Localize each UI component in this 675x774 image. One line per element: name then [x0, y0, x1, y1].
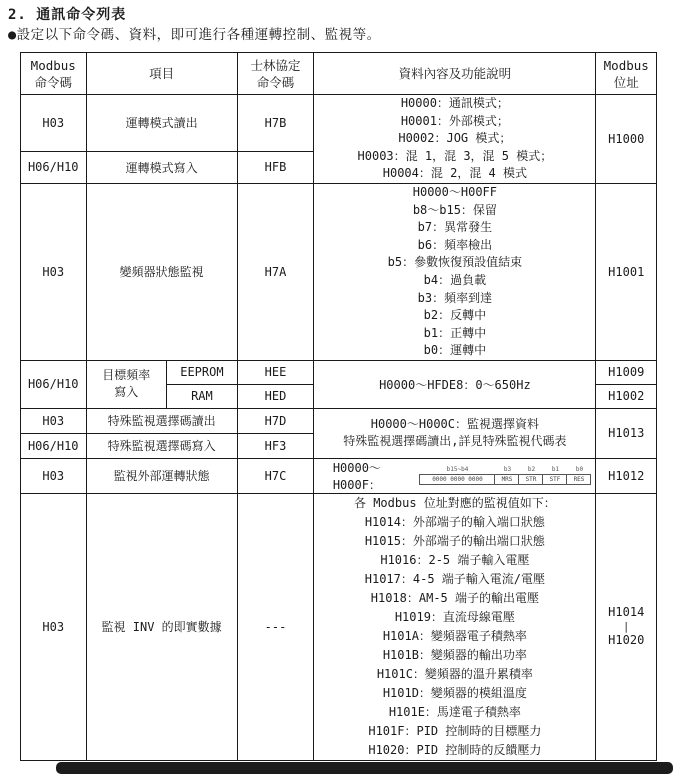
text-line: b2 — [527, 466, 536, 474]
item-cell: 運轉模式寫入 — [86, 151, 237, 183]
text-line: b1：正轉中 — [423, 325, 487, 340]
cmd-code-cell: H03 — [21, 95, 87, 152]
text-line: b3 — [503, 466, 512, 474]
address-range-end: H1020 — [608, 633, 645, 648]
text-line: H0000～H00FF — [412, 184, 497, 199]
item-cell — [86, 360, 167, 408]
header-line: Modbus — [30, 57, 76, 73]
item-subcell-ram: RAM — [167, 384, 238, 408]
protocol-code-cell: HED — [237, 384, 314, 408]
text-line: H101E：馬達電子積熱率 — [388, 704, 521, 719]
table-header-row — [21, 53, 657, 95]
text-line: H1014：外部端子的輸入端口狀態 — [364, 514, 545, 529]
address-cell: H1012 — [596, 458, 657, 493]
page-title: 2. 通訊命令列表 — [8, 7, 127, 23]
text-line: 特殊監視選擇碼讀出,詳見特殊監視代碼表 — [343, 434, 567, 449]
address-cell: H1009 — [596, 360, 657, 384]
page-subtitle: ●設定以下命令碼、資料，即可進行各種運轉控制、監視等。 — [8, 27, 381, 43]
modbus-command-table — [20, 52, 657, 761]
text-line: MRS — [495, 474, 519, 485]
item-cell: 特殊監視選擇碼讀出 — [86, 408, 237, 433]
bit-field-mini-table — [419, 466, 591, 485]
item-cell: 監視外部運轉狀態 — [86, 458, 237, 493]
header-item: 項目 — [86, 53, 237, 95]
text-line: b6：頻率檢出 — [417, 237, 493, 252]
data-description-cell — [314, 95, 596, 184]
cmd-code-cell: H06/H10 — [21, 151, 87, 183]
protocol-code-cell: HF3 — [237, 433, 314, 458]
address-cell: H1013 — [596, 408, 657, 458]
table-row — [21, 493, 657, 760]
item-cell: 特殊監視選擇碼寫入 — [86, 433, 237, 458]
data-description-cell: H0000～HFDE8：0～650Hz — [314, 360, 596, 408]
address-range-start: H1014 — [608, 605, 645, 620]
address-cell: H1001 — [596, 183, 657, 360]
text-line: b0：運轉中 — [423, 343, 487, 358]
table-row — [21, 360, 657, 384]
text-line: b15~b4 — [446, 466, 469, 474]
text-line: 0000 0000 0000 — [419, 474, 495, 485]
item-line: 目標頻率 — [102, 368, 151, 383]
protocol-code-cell: HEE — [237, 360, 314, 384]
text-line: b4：過負載 — [423, 272, 487, 287]
text-line: STF — [543, 474, 567, 485]
header-line: 命令碼 — [256, 74, 295, 90]
text-line: b5：參數恢復預設值結束 — [387, 255, 523, 270]
table-row — [21, 95, 657, 152]
header-modbus-cmd — [21, 53, 87, 95]
text-line: b8～b15：保留 — [412, 202, 497, 217]
cmd-code-cell: H03 — [21, 458, 87, 493]
cmd-code-cell: H06/H10 — [21, 433, 87, 458]
text-line: H0000～H000C：監視選擇資料 — [370, 416, 539, 431]
header-line: 位址 — [613, 74, 639, 90]
text-line: b1 — [551, 466, 560, 474]
text-line: H0001：外部模式； — [400, 113, 509, 128]
item-cell: 監視 INV 的即實數據 — [86, 493, 237, 760]
header-modbus-address — [596, 53, 657, 95]
protocol-code-cell: H7D — [237, 408, 314, 433]
data-description-cell — [314, 493, 596, 760]
data-range-text: H0000～H000F： — [332, 460, 381, 492]
text-line: H101A：變頻器電子積熱率 — [382, 628, 527, 643]
text-line: H1017：4-5 端子輸入電流/電壓 — [364, 571, 545, 586]
text-line: H1016：2-5 端子輸入電壓 — [380, 552, 530, 567]
text-line: H101F：PID 控制時的目標壓力 — [368, 723, 542, 738]
cmd-code-cell: H03 — [21, 493, 87, 760]
text-line: H101B：變頻器的輸出功率 — [382, 647, 527, 662]
text-line: H0003：混 1，混 3，混 5 模式； — [357, 148, 553, 163]
text-line: b0 — [575, 466, 584, 474]
protocol-code-cell: H7A — [237, 183, 314, 360]
text-line: RES — [567, 474, 591, 485]
text-line: H1018：AM-5 端子的輸出電壓 — [370, 590, 539, 605]
item-cell: 運轉模式讀出 — [86, 95, 237, 152]
table-row — [21, 183, 657, 360]
text-line: H101D：變頻器的模組溫度 — [382, 685, 527, 700]
address-cell — [596, 493, 657, 760]
item-cell: 變頻器狀態監視 — [86, 183, 237, 360]
header-data-description: 資料內容及功能說明 — [314, 53, 596, 95]
table-row — [21, 408, 657, 433]
header-line: Modbus — [603, 57, 649, 73]
protocol-code-cell: HFB — [237, 151, 314, 183]
protocol-code-cell: H7C — [237, 458, 314, 493]
protocol-code-cell: --- — [237, 493, 314, 760]
cmd-code-cell: H03 — [21, 183, 87, 360]
text-line: 各 Modbus 位址對應的監視值如下： — [353, 495, 556, 510]
text-line: H1015：外部端子的輸出端口狀態 — [364, 533, 545, 548]
cmd-code-cell: H03 — [21, 408, 87, 433]
header-shihlin-protocol — [237, 53, 314, 95]
text-line: H0004：混 2，混 4 模式 — [382, 166, 527, 181]
protocol-code-cell: H7B — [237, 95, 314, 152]
address-cell: H1002 — [596, 384, 657, 408]
header-line: 士林協定 — [250, 57, 301, 73]
text-line: H101C：變頻器的溫升累積率 — [376, 666, 533, 681]
bit-field-value-row — [419, 474, 591, 485]
data-description-cell — [314, 408, 596, 458]
text-line: STR — [519, 474, 543, 485]
bit-field-header-row — [419, 466, 591, 474]
text-line: b2：反轉中 — [423, 308, 487, 323]
text-line: b7：異常發生 — [417, 220, 493, 235]
address-cell: H1000 — [596, 95, 657, 184]
next-section-header-bar — [56, 762, 673, 774]
data-description-cell — [314, 183, 596, 360]
text-line: H1019：直流母線電壓 — [394, 609, 515, 624]
text-line: H1020：PID 控制時的反饋壓力 — [368, 742, 542, 757]
item-line: 寫入 — [114, 385, 139, 400]
text-line: H0002：JOG 模式； — [398, 131, 512, 146]
item-subcell-eeprom: EEPROM — [167, 360, 238, 384]
table-row — [21, 458, 657, 493]
text-line: H0000：通訊模式； — [400, 96, 509, 110]
data-description-cell — [314, 458, 596, 493]
address-range-separator: | — [622, 620, 630, 634]
text-line: b3：頻率到達 — [417, 290, 493, 305]
cmd-code-cell: H06/H10 — [21, 360, 87, 408]
header-line: 命令碼 — [34, 74, 72, 90]
